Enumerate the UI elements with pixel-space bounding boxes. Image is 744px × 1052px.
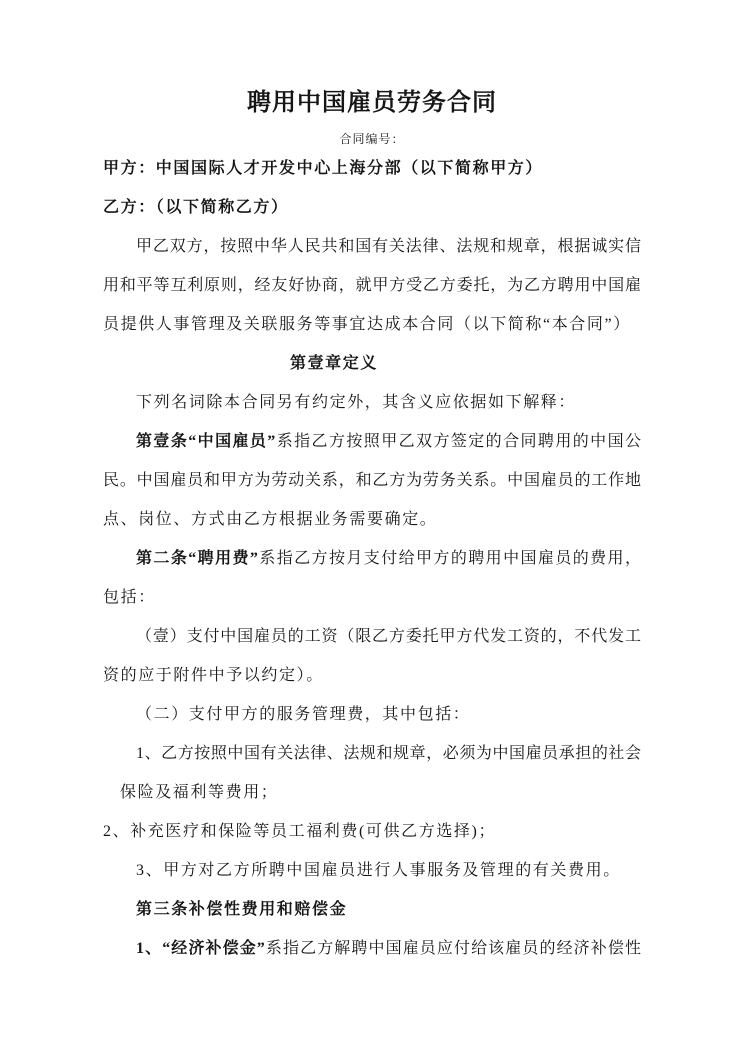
doc-text: （壹）支付中国雇员的工资（限乙方委托甲方代发工资的，不代发工 [136, 628, 641, 645]
doc-text: 系指乙方解聘中国雇员应付给该雇员的经济补偿性 [264, 940, 641, 957]
doc-line-10 [103, 500, 641, 539]
doc-line-6 [103, 344, 641, 383]
doc-text-bold: 乙方：（以下简称乙方） [103, 199, 289, 216]
doc-line-16 [103, 734, 641, 773]
doc-text-bold: 第壹条“中国雇员” [136, 433, 276, 450]
doc-text: 民。中国雇员和甲方为劳动关系，和乙方为劳务关系。中国雇员的工作地 [103, 472, 641, 489]
doc-text-bold: 第三条补偿性费用和赔偿金 [136, 901, 348, 918]
doc-line-17 [103, 773, 641, 812]
doc-text: 保险及福利等费用； [120, 784, 279, 801]
doc-line-5 [103, 305, 641, 344]
doc-line-7 [103, 383, 641, 422]
doc-text-bold: 甲方：中国国际人才开发中心上海分部（以下简称甲方） [103, 160, 544, 177]
doc-text: 系指乙方按月支付给甲方的聘用中国雇员的费用， [257, 550, 641, 567]
contract-number-label: 合同编号： [339, 132, 405, 146]
doc-text: （二）支付甲方的服务管理费，其中包括： [136, 706, 471, 723]
doc-text: 点、岗位、方式由乙方根据业务需要确定。 [103, 511, 438, 528]
doc-line-15 [103, 695, 641, 734]
doc-text: 1、乙方按照中国有关法律、法规和规章，必须为中国雇员承担的社会 [136, 745, 641, 762]
doc-text: 3、甲方对乙方所聘中国雇员进行人事服务及管理的有关费用。 [136, 862, 621, 879]
doc-text: 2、补充医疗和保险等员工福利费(可供乙方选择)； [103, 823, 497, 840]
doc-text: 员提供人事管理及关联服务等事宜达成本合同（以下简称“本合同”） [103, 316, 631, 333]
doc-line-11 [103, 539, 641, 578]
doc-line-12 [103, 578, 641, 617]
doc-text: 甲乙双方，按照中华人民共和国有关法律、法规和规章，根据诚实信 [136, 238, 641, 255]
document-body [103, 149, 641, 968]
doc-text-bold: 1、“经济补偿金” [136, 940, 265, 957]
doc-line-8 [103, 422, 641, 461]
doc-line-2 [103, 188, 641, 227]
doc-text: 资的应于附件中予以约定）。 [103, 667, 324, 684]
doc-text: 用和平等互利原则，经友好协商，就甲方受乙方委托，为乙方聘用中国雇 [103, 277, 641, 294]
doc-line-4 [103, 266, 641, 305]
doc-line-3 [103, 227, 641, 266]
doc-text: 下列名词除本合同另有约定外，其含义应依据如下解释： [136, 394, 577, 411]
doc-text-bold: 第二条“聘用费” [136, 550, 258, 567]
doc-line-21 [103, 929, 641, 968]
doc-line-18 [103, 812, 641, 851]
doc-line-13 [103, 617, 641, 656]
doc-text: 包括： [103, 589, 156, 606]
doc-line-20 [103, 890, 641, 929]
doc-line-19 [103, 851, 641, 890]
doc-text: 系指乙方按照甲乙双方签定的合同聘用的中国公 [275, 433, 641, 450]
doc-line-14 [103, 656, 641, 695]
doc-line-1 [103, 149, 641, 188]
doc-line-9 [103, 461, 641, 500]
doc-text-bold: 第壹章定义 [289, 355, 378, 372]
document-title: 聘用中国雇员劳务合同 [247, 90, 497, 116]
